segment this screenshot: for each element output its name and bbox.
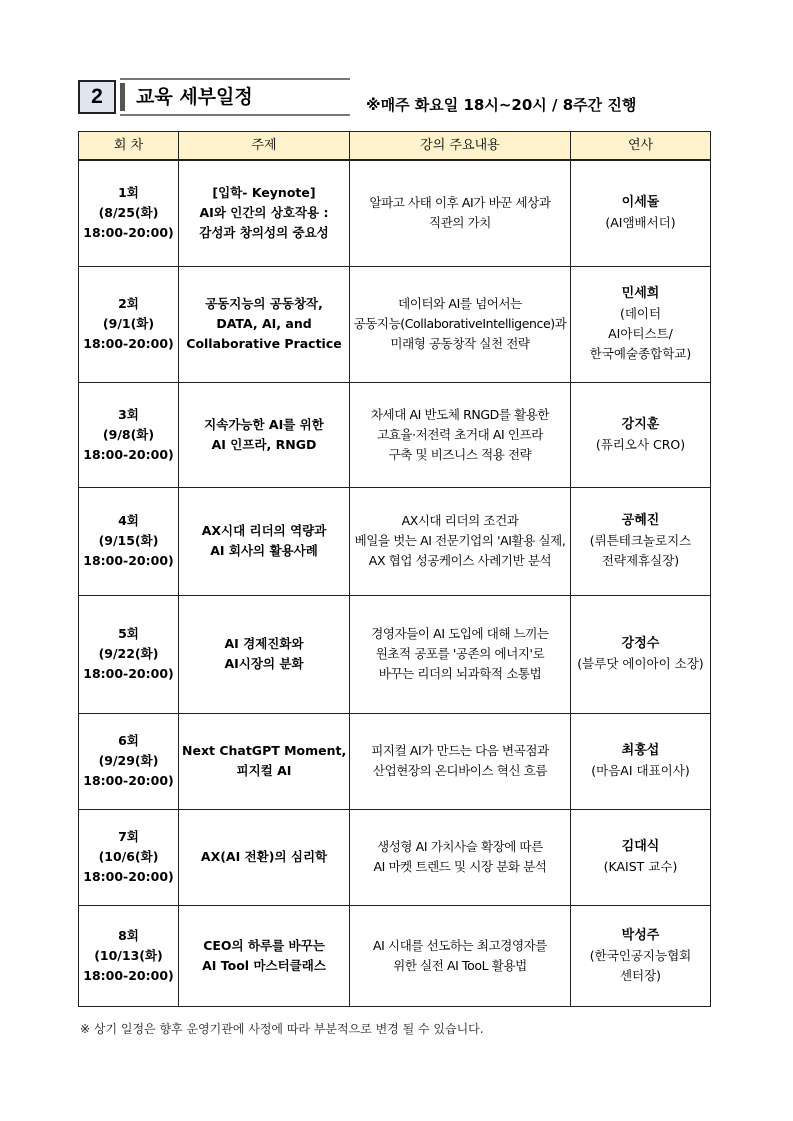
speaker-cell [571,266,711,382]
content-cell [350,905,571,1006]
topic-cell-line: AX시대 리더의 역량과 [201,523,327,538]
speaker-affiliation: AI아티스트/ [608,326,673,341]
topic-cell [179,266,350,382]
speaker-cell [571,487,711,595]
speaker-affiliation: (KAIST 교수) [603,859,678,874]
session-cell [79,713,179,809]
header-content: 강의 주요내용 [350,132,571,161]
session-cell-line: 18:00-20:00) [83,553,174,568]
content-cell-line: 구축 및 비즈니스 적용 전략 [388,446,532,462]
content-cell-line: 베일을 벗는 AI 전문기업의 'AI활용 실제, [354,533,566,548]
topic-cell [179,487,350,595]
topic-cell [179,809,350,905]
session-cell [79,487,179,595]
session-cell-line: 18:00-20:00) [83,869,174,884]
schedule-note: ※매주 화요일 18시~20시 / 8주간 진행 [366,96,637,114]
speaker-affiliation: (뤼튼테크놀로지스 [589,533,692,548]
table-row [79,160,711,266]
speaker-name: 박성주 [621,927,660,943]
content-cell [350,160,571,266]
speaker-name: 김대식 [621,839,660,854]
topic-cell-line: AI 경제진화와 [224,636,304,651]
speaker-affiliation: 한국예술종합학교) [589,346,692,361]
session-cell-line: (10/13(화) [94,947,163,963]
section-title: 교육 세부일정 [136,86,253,108]
content-cell-line: 데이터와 AI를 넘어서는 [398,296,522,311]
topic-cell-line: 감성과 창의성의 중요성 [199,225,329,241]
session-cell-line: (9/1(화) [102,316,155,331]
session-cell-line: 18:00-20:00) [83,666,174,681]
speaker-affiliation: 전략제휴실장) [601,553,680,568]
topic-cell [179,595,350,713]
content-cell-line: 공동지능(CollaborativeIntelligence)과 [353,316,567,331]
session-cell [79,266,179,382]
topic-cell [179,160,350,266]
section-title-accent-bar [120,83,125,111]
header-speaker: 연사 [571,132,711,161]
table-row [79,595,711,713]
header-topic: 주제 [179,132,350,161]
content-cell-line: 생성형 AI 가치사슬 확장에 따른 [377,839,543,854]
table-row [79,713,711,809]
content-cell [350,713,571,809]
content-cell-line: 원초적 공포를 '공존의 에너지'로 [375,646,545,661]
session-cell-line: 18:00-20:00) [83,773,174,788]
topic-cell-line: AI 인프라, RNGD [211,436,317,452]
session-cell-line: 6회 [118,733,139,748]
content-cell-line: 고효율·저전력 초거대 AI 인프라 [377,426,543,442]
topic-cell-line: [입학- Keynote] [212,185,316,201]
header-session: 회 차 [79,132,179,161]
content-cell-line: AI 마켓 트렌드 및 시장 분화 분석 [373,859,547,874]
session-cell-line: 5회 [118,626,139,641]
table-row [79,382,711,487]
topic-cell [179,713,350,809]
session-cell-line: (9/22(화) [98,646,159,661]
content-cell-line: 차세대 AI 반도체 RNGD를 활용한 [370,406,550,422]
topic-cell-line: AI시장의 분화 [224,656,304,671]
speaker-name: 민세희 [621,286,660,301]
session-cell [79,905,179,1006]
footnote: ※ 상기 일정은 향후 운영기관에 사정에 따라 부분적으로 변경 될 수 있습니다. [80,1022,484,1036]
session-cell [79,160,179,266]
table-row [79,905,711,1006]
session-cell [79,382,179,487]
content-cell-line: 산업현장의 온디바이스 혁신 흐름 [372,763,548,778]
topic-cell-line: AI 회사의 활용사례 [210,543,318,558]
session-cell [79,809,179,905]
content-cell-line: AI 시대를 선도하는 최고경영자를 [373,937,547,953]
content-cell-line: 경영자들이 AI 도입에 대해 느끼는 [371,626,549,641]
table-row [79,809,711,905]
topic-cell-line: AX(AI 전환)의 심리학 [200,849,328,864]
speaker-affiliation: (블루닷 에이아이 소장) [577,656,704,671]
content-cell-line: 피지컬 AI가 만드는 다음 변곡점과 [371,743,549,758]
table-header-row [79,132,711,161]
speaker-name: 이세돌 [621,195,660,211]
session-cell-line: (9/15(화) [98,533,159,548]
content-cell [350,809,571,905]
section-header [78,78,678,118]
topic-cell-line: CEO의 하루를 바꾸는 [203,937,325,953]
topic-cell-line: 공동지능의 공동창작, [205,296,323,311]
speaker-cell [571,713,711,809]
topic-cell-line: DATA, AI, and [216,316,312,331]
session-cell-line: 3회 [118,406,139,422]
section-number-badge: 2 [78,80,116,114]
speaker-cell [571,809,711,905]
speaker-name: 강지훈 [621,416,660,432]
content-cell [350,382,571,487]
speaker-cell [571,595,711,713]
session-cell-line: 1회 [118,185,139,201]
content-cell-line: 바꾸는 리더의 뇌과학적 소통법 [378,666,542,681]
topic-cell-line: Next ChatGPT Moment, [182,743,347,758]
content-cell-line: 직관의 가치 [429,215,491,231]
content-cell [350,595,571,713]
speaker-name: 최홍섭 [621,743,660,758]
session-cell-line: (10/6(화) [98,849,159,864]
speaker-affiliation: (데이터 [619,306,662,321]
session-cell-line: 18:00-20:00) [83,967,174,983]
speaker-affiliation: (AI앰배서더) [605,215,676,231]
content-cell-line: 미래형 공동창작 실천 전략 [390,336,530,351]
session-cell-line: 4회 [118,513,139,528]
session-cell-line: 18:00-20:00) [83,336,174,351]
speaker-affiliation: (한국인공지능협회 [589,947,692,963]
speaker-name: 공혜진 [621,513,660,528]
section-title-box [120,78,350,116]
topic-cell-line: 피지컬 AI [236,763,292,778]
speaker-cell [571,905,711,1006]
speaker-affiliation: 센터장) [619,967,662,983]
topic-cell [179,905,350,1006]
content-cell [350,487,571,595]
content-cell [350,266,571,382]
session-cell [79,595,179,713]
topic-cell-line: 지속가능한 AI를 위한 [204,416,324,432]
topic-cell-line: AI Tool 마스터클래스 [202,957,326,973]
session-cell-line: 18:00-20:00) [83,446,174,462]
speaker-cell [571,382,711,487]
content-cell-line: 위한 실전 AI TooL 활용법 [393,957,527,973]
speaker-affiliation: (마음AI 대표이사) [591,763,690,778]
topic-cell-line: Collaborative Practice [186,336,342,351]
session-cell-line: (9/8(화) [102,426,155,442]
session-cell-line: 8회 [118,927,139,943]
topic-cell [179,382,350,487]
speaker-cell [571,160,711,266]
content-cell-line: AX시대 리더의 조건과 [401,513,519,528]
table-row [79,487,711,595]
content-cell-line: AX 협업 성공케이스 사례기반 분석 [368,553,552,568]
topic-cell-line: AI와 인간의 상호작용 : [199,205,329,221]
session-cell-line: 7회 [118,829,139,844]
table-row [79,266,711,382]
session-cell-line: 2회 [118,296,139,311]
session-cell-line: (9/29(화) [98,753,159,768]
schedule-table [78,131,711,1007]
session-cell-line: 18:00-20:00) [83,225,174,241]
content-cell-line: 알파고 사태 이후 AI가 바꾼 세상과 [369,195,551,211]
speaker-name: 강정수 [621,636,660,651]
speaker-affiliation: (퓨리오사 CRO) [595,436,686,452]
session-cell-line: (8/25(화) [98,205,159,221]
